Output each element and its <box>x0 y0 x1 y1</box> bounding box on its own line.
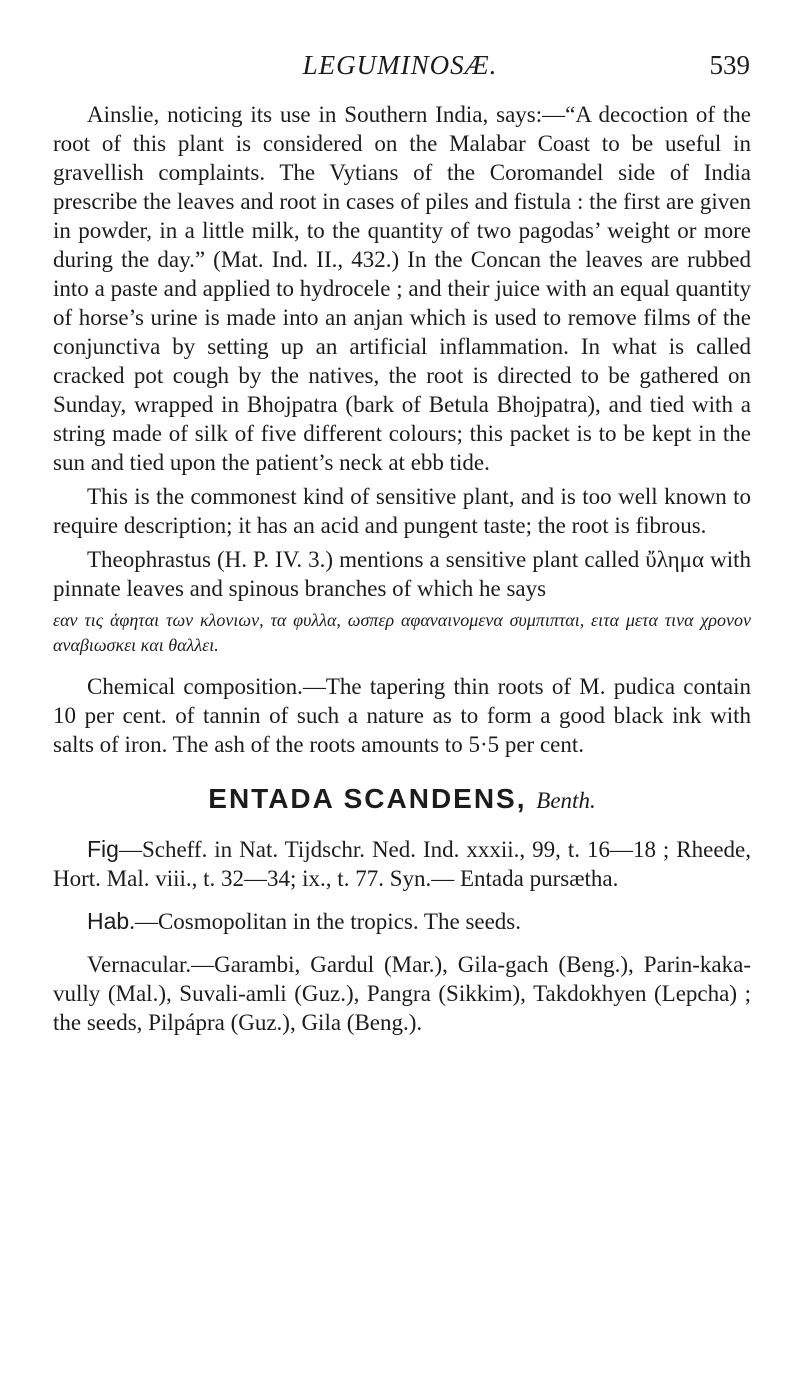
paragraph-vernacular: Vernacular.—Garambi, Gardul (Mar.), Gila-gach (Beng.), Parin-kaka-vully (Mal.), Suvali-amli (Guz.), Pangra (Sikkim), Takdokhyen (Lepcha) ; the seeds, Pilpápra (Guz.), Gila (Beng.). <box>53 952 751 1035</box>
paragraph-ainslie: Ainslie, noticing its use in Southern India, says:—“A decoction of the root of this plant is considered on the Malabar Coast to be useful in gravellish complaints. The Vytians of the Coromandel side of India prescribe the leaves and root in cases of piles and fistula : the first are given in powder, in a little milk, to the quantity of two pagodas’ weight or more during the day.” (Mat. Ind. II., 432.) In the Concan the leaves are rubbed into a paste and applied to hydrocele ; and their juice with an equal quantity of horse’s urine is made into an anjan which is used to remove films of the conjunctiva by setting up an artificial inflammation. In what is called cracked pot cough by the natives, the root is directed to be gathered on Sunday, wrapped in Bhojpatra (bark of Betula Bhojpatra), and tied with a string made of silk of five different colours; this packet is to be kept in the sun and tied upon the patient’s neck at ebb tide. <box>53 102 751 475</box>
species-title: ENTADA SCANDENS, <box>208 783 527 814</box>
species-heading <box>53 783 751 815</box>
paragraph-figures <box>53 835 751 893</box>
hab-label: Hab <box>87 908 130 934</box>
page-number: 539 <box>709 50 750 80</box>
fig-label: Fig <box>87 836 119 862</box>
paragraph-habitat <box>53 907 751 936</box>
paragraph-description: This is the commonest kind of sensitive plant, and is too well known to require description; it has an acid and pungent taste; the root is fibrous. <box>53 484 751 538</box>
greek-quotation: εαν τις ἁφηται των κλονιων, τα φυλλα, ωσπερ αφαναινομενα συμπιπται, ειτα μετα τινα χρονον αναβιωσκει και θαλλει. <box>53 610 751 655</box>
paragraph-chemical-composition: Chemical composition.—The tapering thin roots of M. pudica contain 10 per cent. of tannin of such a nature as to form a good black ink with salts of iron. The ash of the roots amounts to 5·5 per cent. <box>53 674 751 757</box>
running-title: LEGUMINOSÆ. <box>302 50 498 80</box>
page-body <box>53 100 751 1037</box>
hab-text: .—Cosmopolitan in the tropics. The seeds. <box>129 909 522 934</box>
paragraph-theophrastus: Theophrastus (H. P. IV. 3.) mentions a sensitive plant called ὔλημα with pinnate leaves and spinous branches of which he says <box>53 547 751 601</box>
fig-text: —Scheff. in Nat. Tijdschr. Ned. Ind. xxxii., 99, t. 16—18 ; Rheede, Hort. Mal. viii., t. 32—34; ix., t. 77. Syn.— Entada pursætha. <box>53 837 751 891</box>
page-header <box>0 50 800 90</box>
species-author: Benth. <box>536 788 596 813</box>
